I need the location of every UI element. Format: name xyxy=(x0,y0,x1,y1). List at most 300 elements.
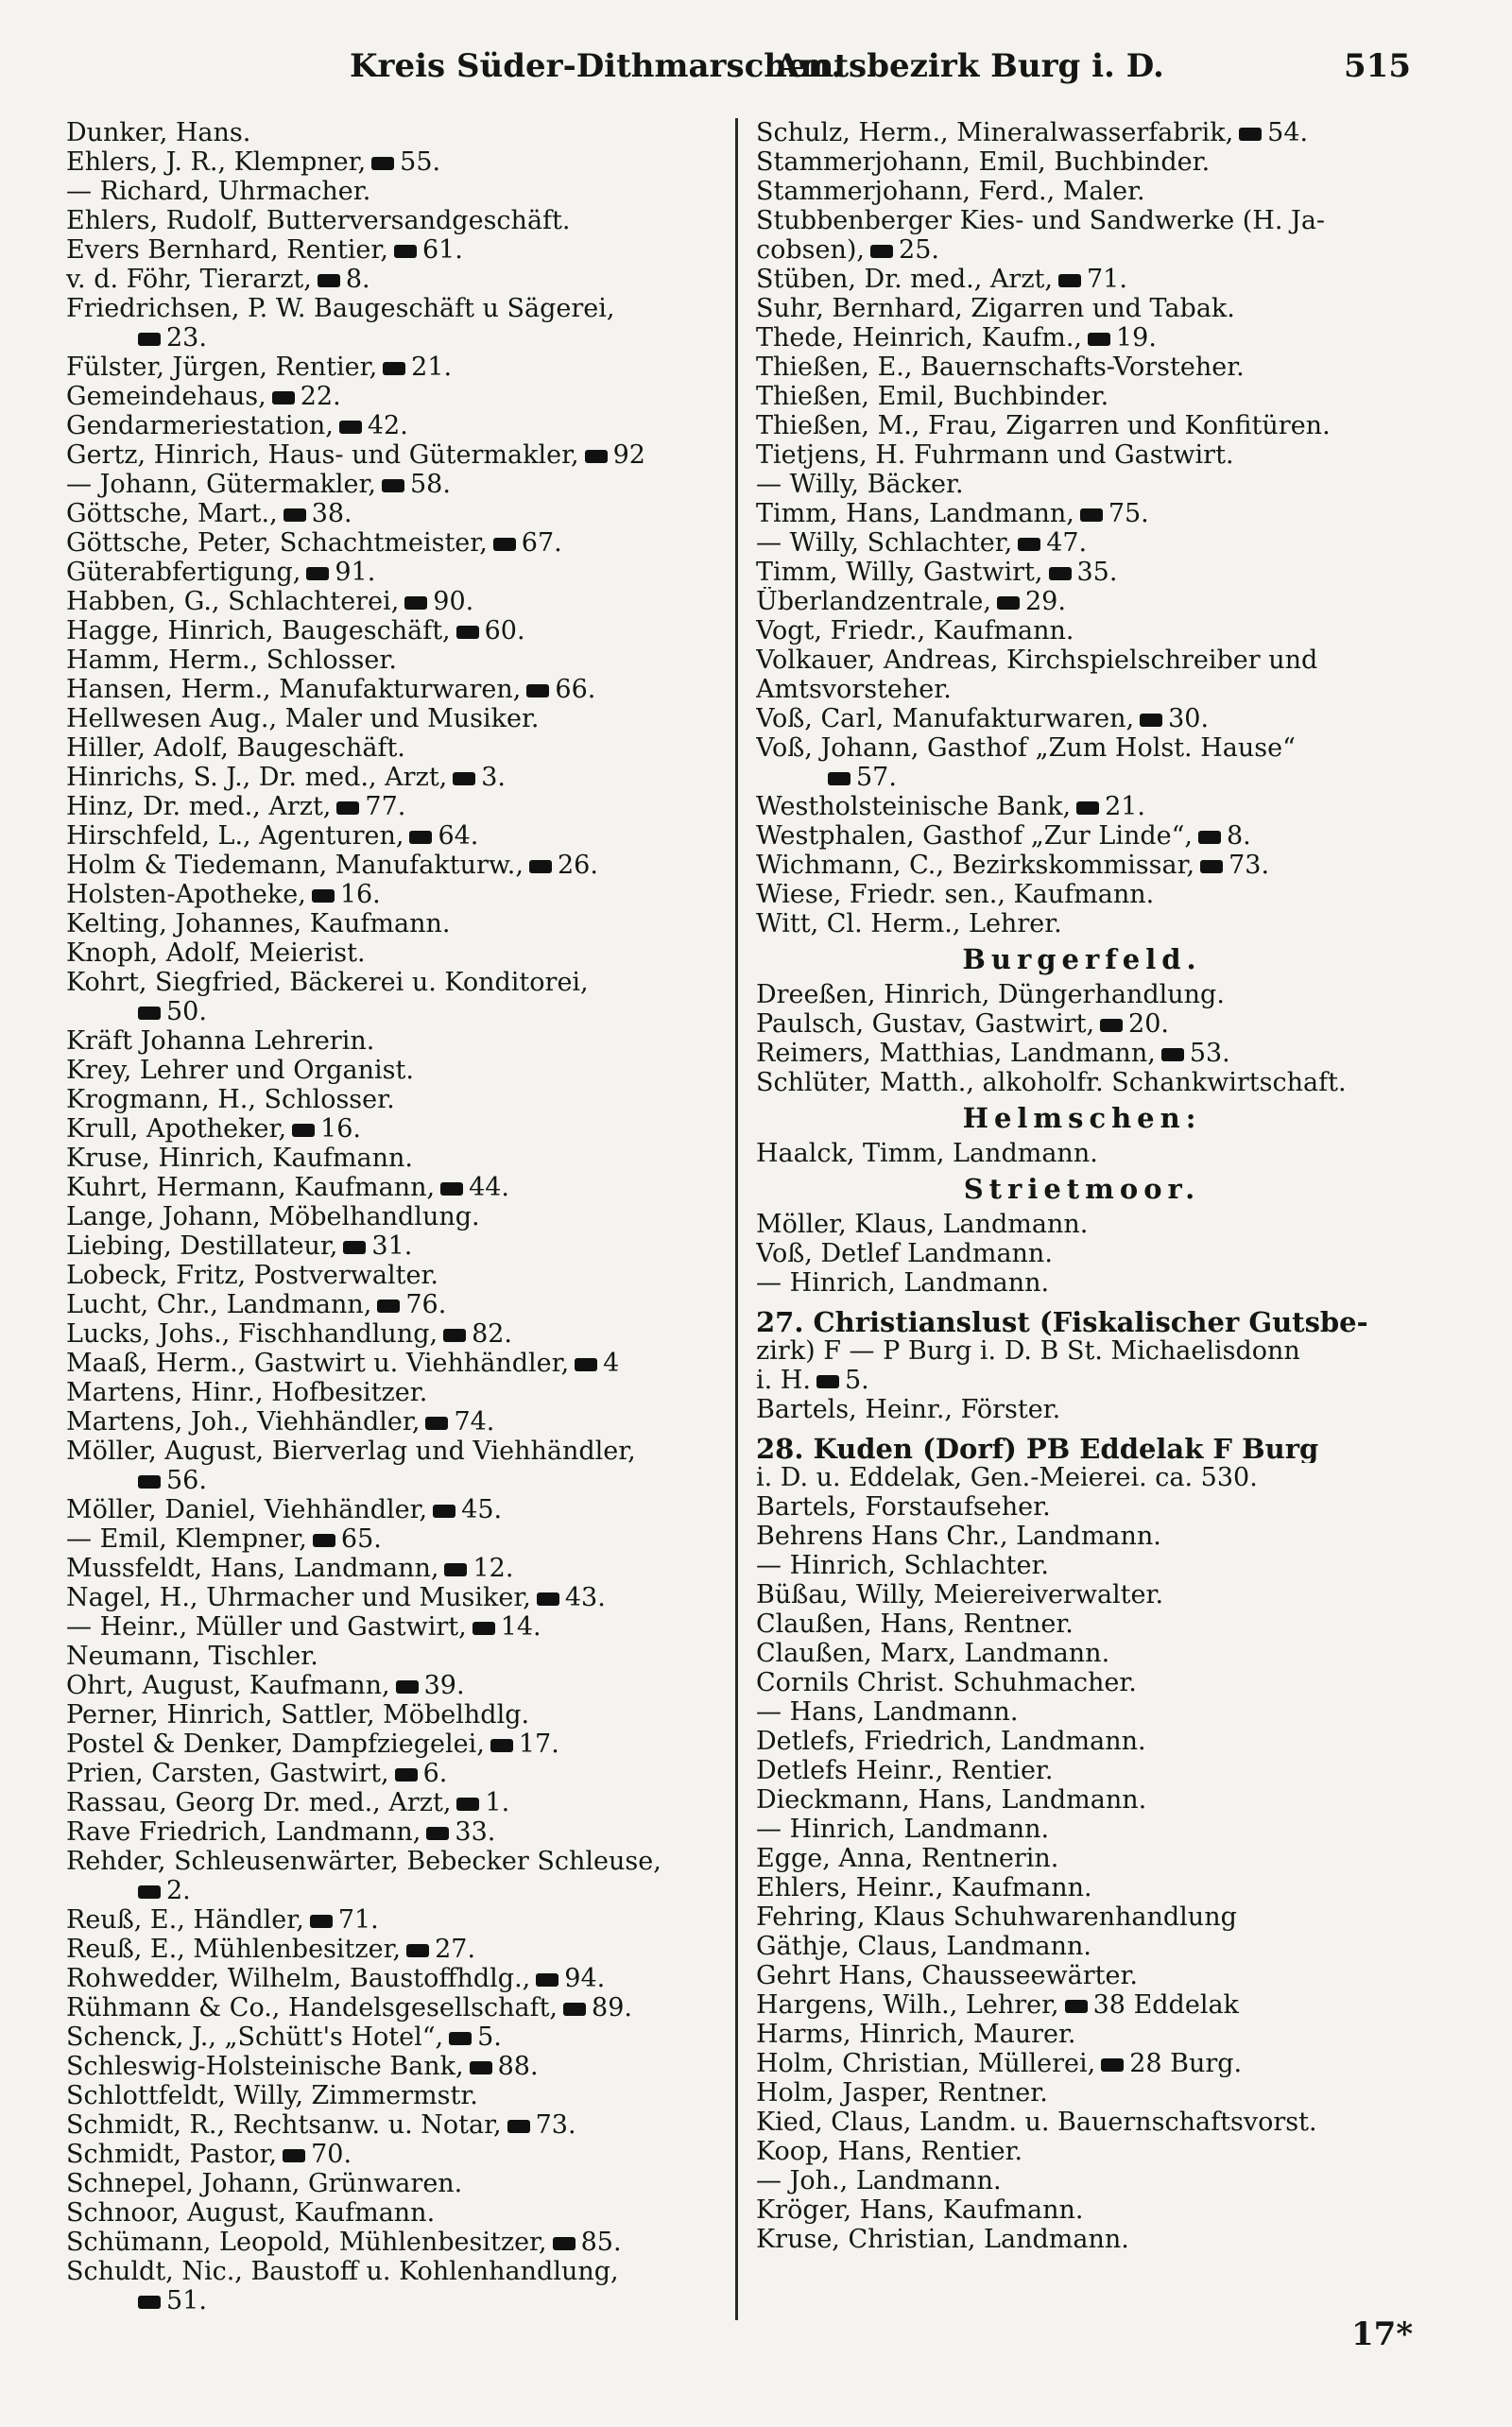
directory-entry xyxy=(756,1961,1408,1990)
phone-number xyxy=(1100,1009,1169,1039)
entry-text: Schümann, Leopold, Mühlenbesitzer, xyxy=(66,2228,547,2257)
entry-text: Büßau, Willy, Meiereiverwalter. xyxy=(756,1580,1164,1609)
entry-text: — Heinr., Müller und Gastwirt, xyxy=(66,1612,467,1642)
entry-text: Krey, Lehrer und Organist. xyxy=(66,1056,414,1085)
directory-entry xyxy=(66,411,732,440)
phone-number xyxy=(507,2110,576,2140)
entry-text: Thießen, Emil, Buchbinder. xyxy=(756,382,1109,411)
entry-text: Mussfeldt, Hans, Landmann, xyxy=(66,1554,439,1583)
phone-number-text: 91. xyxy=(335,558,376,587)
directory-entry xyxy=(66,1144,732,1173)
phone-number xyxy=(553,2228,622,2257)
directory-entry xyxy=(756,147,1408,177)
telephone-icon xyxy=(472,1622,495,1635)
phone-number-text: 56. xyxy=(166,1466,207,1495)
directory-entry xyxy=(66,294,732,323)
telephone-icon xyxy=(440,1182,463,1196)
phone-number-text: 39. xyxy=(423,1671,465,1700)
phone-number xyxy=(394,235,463,265)
entry-text: — Emil, Klempner, xyxy=(66,1524,307,1554)
phone-number xyxy=(449,2022,502,2052)
entry-text: Koop, Hans, Rentier. xyxy=(756,2137,1023,2166)
entry-text: Dieckmann, Hans, Landmann. xyxy=(756,1785,1147,1815)
directory-entry xyxy=(66,880,732,909)
phone-number xyxy=(409,821,478,851)
phone-number xyxy=(444,1554,513,1583)
directory-entry xyxy=(66,1349,732,1378)
section-heading: Strietmoor. xyxy=(963,1173,1201,1205)
directory-entry xyxy=(756,1366,1408,1395)
telephone-icon xyxy=(283,2149,305,2162)
directory-entry xyxy=(756,2137,1408,2166)
phone-number-text: 85. xyxy=(580,2228,622,2257)
directory-entry xyxy=(66,1700,732,1730)
entry-text: Haalck, Timm, Landmann. xyxy=(756,1139,1098,1168)
entry-text: Hiller, Adolf, Baugeschäft. xyxy=(66,733,405,763)
directory-entry xyxy=(66,177,732,206)
phone-number-text: 71. xyxy=(1086,265,1127,294)
phone-number-text: 53. xyxy=(1189,1039,1230,1068)
entry-text: Rehder, Schleusenwärter, Bebecker Schleuse, xyxy=(66,1847,662,1876)
entry-text: Kruse, Christian, Landmann. xyxy=(756,2225,1129,2254)
directory-entry xyxy=(756,2020,1408,2049)
telephone-icon xyxy=(529,860,552,873)
directory-entry xyxy=(66,2052,732,2081)
entry-text: — Johann, Gütermakler, xyxy=(66,470,376,499)
phone-number xyxy=(406,1935,475,1964)
phone-number xyxy=(343,1231,412,1261)
telephone-icon xyxy=(449,2032,472,2045)
directory-entry xyxy=(66,499,732,528)
signature-mark: 17* xyxy=(1351,2315,1414,2353)
phone-number xyxy=(440,1173,509,1202)
directory-entry xyxy=(756,440,1408,470)
directory-entry xyxy=(66,1319,732,1349)
directory-entry xyxy=(66,792,732,821)
entry-text: — Hans, Landmann. xyxy=(756,1697,1019,1727)
entry-text: Habben, G., Schlachterei, xyxy=(66,587,400,616)
phone-number xyxy=(529,851,598,880)
telephone-icon xyxy=(585,450,608,463)
entry-text: Vogt, Friedr., Kaufmann. xyxy=(756,616,1074,645)
entry-text: Voß, Johann, Gasthof „Zum Holst. Hause“ xyxy=(756,733,1296,763)
directory-entry xyxy=(756,851,1408,880)
directory-entry xyxy=(66,1026,732,1056)
entry-text: Kelting, Johannes, Kaufmann. xyxy=(66,909,451,938)
telephone-icon xyxy=(870,245,893,258)
directory-entry xyxy=(66,206,732,235)
directory-entry xyxy=(66,1671,732,1700)
entry-text: Lobeck, Fritz, Postverwalter. xyxy=(66,1261,438,1290)
phone-number xyxy=(526,675,595,704)
directory-entry xyxy=(756,1697,1408,1727)
entry-text: Kruse, Hinrich, Kaufmann. xyxy=(66,1144,413,1173)
directory-entry xyxy=(66,382,732,411)
phone-number xyxy=(426,1817,495,1847)
phone-number-text: 27. xyxy=(435,1935,476,1964)
phone-number-text: 54. xyxy=(1267,118,1309,147)
entry-text: Schulz, Herm., Mineralwasserfabrik, xyxy=(756,118,1234,147)
phone-number-text: 55. xyxy=(400,147,441,177)
telephone-icon xyxy=(292,1124,315,1137)
directory-entry xyxy=(756,587,1408,616)
telephone-icon xyxy=(493,538,516,551)
district-title: Kreis Süder-Dithmarschen. xyxy=(350,47,843,85)
entry-text: Kuhrt, Hermann, Kaufmann, xyxy=(66,1173,436,1202)
directory-entry xyxy=(66,2140,732,2169)
directory-entry xyxy=(66,1173,732,1202)
phone-number-text: 51. xyxy=(166,2286,207,2315)
phone-number xyxy=(339,411,408,440)
directory-entry xyxy=(66,1378,732,1407)
directory-entry xyxy=(756,1522,1408,1551)
directory-entry xyxy=(756,235,1408,265)
entry-text: Neumann, Tischler. xyxy=(66,1642,318,1671)
directory-entry xyxy=(66,1759,732,1788)
directory-entry xyxy=(66,2286,732,2315)
phone-number xyxy=(433,1495,502,1524)
directory-entry xyxy=(66,1202,732,1231)
telephone-icon xyxy=(997,596,1020,610)
directory-entry xyxy=(756,265,1408,294)
directory-entry xyxy=(66,1085,732,1114)
telephone-icon xyxy=(383,362,405,375)
phone-number xyxy=(1200,851,1269,880)
entry-text: Rave Friedrich, Landmann, xyxy=(66,1817,421,1847)
entry-text: Gemeindehaus, xyxy=(66,382,266,411)
phone-number xyxy=(425,1407,494,1437)
directory-entry xyxy=(66,2228,732,2257)
entry-text: Maaß, Herm., Gastwirt u. Viehhändler, xyxy=(66,1349,570,1378)
directory-entry xyxy=(66,1114,732,1144)
entry-text: Kohrt, Siegfried, Bäckerei u. Konditorei, xyxy=(66,968,589,997)
phone-number-text: 6. xyxy=(422,1759,448,1788)
directory-entry xyxy=(756,1902,1408,1932)
entry-text: Reimers, Matthias, Landmann, xyxy=(756,1039,1156,1068)
office-title: Amtsbezirk Burg i. D. xyxy=(775,47,1164,85)
phone-number xyxy=(371,147,440,177)
directory-entry xyxy=(756,2225,1408,2254)
directory-entry xyxy=(66,558,732,587)
entry-text: Amtsvorsteher. xyxy=(756,675,952,704)
entry-text: Westphalen, Gasthof „Zur Linde“, xyxy=(756,821,1193,851)
entry-text: — Willy, Bäcker. xyxy=(756,470,964,499)
entry-text: Rassau, Georg Dr. med., Arzt, xyxy=(66,1788,452,1817)
directory-entry xyxy=(756,1395,1408,1424)
phone-number-text: 33. xyxy=(455,1817,496,1847)
telephone-icon xyxy=(456,626,479,639)
section-heading: Helmschen: xyxy=(962,1102,1202,1134)
directory-entry xyxy=(756,118,1408,147)
phone-number-text: 74. xyxy=(454,1407,495,1437)
telephone-icon xyxy=(343,1241,366,1254)
entry-text: Rohwedder, Wilhelm, Baustoffhdlg., xyxy=(66,1964,531,1993)
entry-text: Schlüter, Matth., alkoholfr. Schankwirtschaft. xyxy=(756,1068,1347,1097)
phone-number-text: 5. xyxy=(477,2022,502,2052)
phone-number-text: 90. xyxy=(433,587,474,616)
entry-text: Lucht, Chr., Landmann, xyxy=(66,1290,372,1319)
phone-number-text: 43. xyxy=(564,1583,606,1612)
entry-text: Holsten-Apotheke, xyxy=(66,880,306,909)
telephone-icon xyxy=(310,1915,333,1928)
phone-number-text: 21. xyxy=(411,353,453,382)
entry-text: i. H. xyxy=(756,1366,811,1395)
entry-text: Bartels, Forstaufseher. xyxy=(756,1492,1051,1522)
entry-text: Rühmann & Co., Handelsgesellschaft, xyxy=(66,1993,558,2022)
directory-entry xyxy=(756,2078,1408,2108)
phone-number-text: 35. xyxy=(1076,558,1118,587)
phone-number-text: 22. xyxy=(300,382,341,411)
telephone-icon xyxy=(396,1680,419,1694)
column-divider xyxy=(735,118,738,2320)
directory-entry xyxy=(66,1437,732,1466)
directory-entry xyxy=(756,2166,1408,2195)
directory-entry xyxy=(756,1990,1408,2020)
telephone-icon xyxy=(406,1944,429,1957)
phone-number-text: 12. xyxy=(472,1554,514,1583)
entry-text: Schenck, J., „Schütt's Hotel“, xyxy=(66,2022,444,2052)
directory-entry xyxy=(66,763,732,792)
directory-entry xyxy=(66,1847,732,1876)
directory-entry xyxy=(66,235,732,265)
phone-number xyxy=(443,1319,512,1349)
entry-text: Gertz, Hinrich, Haus- und Gütermakler, xyxy=(66,440,579,470)
phone-number xyxy=(312,880,381,909)
phone-number-text: 50. xyxy=(166,997,207,1026)
entry-text: Lucks, Johs., Fischhandlung, xyxy=(66,1319,438,1349)
phone-number xyxy=(472,1612,541,1642)
directory-entry xyxy=(66,118,732,147)
telephone-icon xyxy=(138,1475,161,1489)
telephone-icon xyxy=(828,772,850,785)
entry-text: Hirschfeld, L., Agenturen, xyxy=(66,821,404,851)
phone-number xyxy=(284,499,352,528)
directory-entry xyxy=(756,1756,1408,1785)
telephone-icon xyxy=(443,1329,466,1342)
directory-entry xyxy=(756,1639,1408,1668)
phone-number-text: 38 Eddelak xyxy=(1092,1990,1239,2020)
directory-entry xyxy=(66,938,732,968)
phone-number xyxy=(585,440,645,470)
directory-entry xyxy=(756,323,1408,353)
phone-number xyxy=(1239,118,1308,147)
phone-number-text: 38. xyxy=(311,499,352,528)
entry-text: Reuß, E., Mühlenbesitzer, xyxy=(66,1935,402,1964)
phone-number xyxy=(536,1964,605,1993)
entry-text: Westholsteinische Bank, xyxy=(756,792,1072,821)
entry-text: Stüben, Dr. med., Arzt, xyxy=(756,265,1053,294)
entry-text: Voß, Carl, Manufakturwaren, xyxy=(756,704,1135,733)
telephone-icon xyxy=(1101,2058,1124,2072)
directory-entry xyxy=(66,1231,732,1261)
phone-number xyxy=(537,1583,606,1612)
phone-number-text: 5. xyxy=(844,1366,869,1395)
directory-entry xyxy=(756,1336,1408,1366)
directory-entry xyxy=(66,440,732,470)
entry-text: Holm, Christian, Müllerei, xyxy=(756,2049,1096,2078)
phone-number xyxy=(306,558,375,587)
entry-text: Behrens Hans Chr., Landmann. xyxy=(756,1522,1161,1551)
phone-number-text: 20. xyxy=(1128,1009,1169,1039)
telephone-icon xyxy=(138,1885,161,1899)
entry-text: v. d. Föhr, Tierarzt, xyxy=(66,265,312,294)
directory-entry xyxy=(66,704,732,733)
directory-entry xyxy=(66,909,732,938)
entry-text: — Hinrich, Landmann. xyxy=(756,1268,1050,1298)
entry-text: Nagel, H., Uhrmacher und Musiker, xyxy=(66,1583,531,1612)
entry-text: Hellwesen Aug., Maler und Musiker. xyxy=(66,704,540,733)
phone-number xyxy=(272,382,341,411)
telephone-icon xyxy=(284,508,306,522)
phone-number xyxy=(816,1366,869,1395)
directory-entry xyxy=(756,704,1408,733)
entry-text: Hinrichs, S. J., Dr. med., Arzt, xyxy=(66,763,448,792)
entry-text: Prien, Carsten, Gastwirt, xyxy=(66,1759,389,1788)
phone-number-text: 26. xyxy=(557,851,598,880)
directory-entry xyxy=(66,1554,732,1583)
directory-entry xyxy=(66,616,732,645)
phone-number xyxy=(318,265,370,294)
phone-number xyxy=(395,1759,448,1788)
directory-entry xyxy=(756,1932,1408,1961)
phone-number-text: 92 xyxy=(612,440,645,470)
entry-text: Schmidt, R., Rechtsanw. u. Notar, xyxy=(66,2110,502,2140)
directory-entry xyxy=(66,1583,732,1612)
directory-entry xyxy=(66,997,732,1026)
phone-number xyxy=(1080,499,1149,528)
phone-number-text: 2. xyxy=(166,1876,191,1905)
entry-text: Schnoor, August, Kaufmann. xyxy=(66,2198,436,2228)
directory-entry xyxy=(756,1727,1408,1756)
directory-entry xyxy=(756,909,1408,938)
entry-text: Claußen, Marx, Landmann. xyxy=(756,1639,1110,1668)
directory-entry xyxy=(756,616,1408,645)
telephone-icon xyxy=(537,1592,559,1606)
telephone-icon xyxy=(318,274,340,287)
phone-number-text: 88. xyxy=(497,2052,539,2081)
directory-entry xyxy=(66,2257,732,2286)
phone-number-text: 44. xyxy=(469,1173,510,1202)
telephone-icon xyxy=(409,831,432,844)
phone-number xyxy=(1198,821,1251,851)
telephone-icon xyxy=(339,421,362,434)
entry-text: Schuldt, Nic., Baustoff u. Kohlenhandlung, xyxy=(66,2257,619,2286)
directory-entry xyxy=(756,353,1408,382)
telephone-icon xyxy=(272,391,295,404)
phone-number-text: 94. xyxy=(564,1964,606,1993)
directory-entry xyxy=(66,1876,732,1905)
phone-number-text: 47. xyxy=(1046,528,1088,558)
telephone-icon xyxy=(433,1505,455,1518)
telephone-icon xyxy=(1239,128,1262,141)
entry-text: Egge, Anna, Rentnerin. xyxy=(756,1844,1059,1873)
telephone-icon xyxy=(444,1563,467,1576)
phone-number xyxy=(1140,704,1209,733)
phone-number xyxy=(1076,792,1145,821)
entry-text: Ehlers, J. R., Klempner, xyxy=(66,147,367,177)
directory-entry xyxy=(66,1407,732,1437)
directory-entry xyxy=(66,2022,732,2052)
telephone-icon xyxy=(1200,860,1223,873)
entry-text: Suhr, Bernhard, Zigarren und Tabak. xyxy=(756,294,1235,323)
directory-entry xyxy=(66,1730,732,1759)
phone-number-text: 23. xyxy=(166,323,207,353)
phone-number xyxy=(138,1466,207,1495)
directory-entry xyxy=(756,1139,1408,1168)
telephone-icon xyxy=(1088,333,1110,346)
directory-entry xyxy=(66,645,732,675)
entry-text: — Joh., Landmann. xyxy=(756,2166,1002,2195)
entry-text: Gäthje, Claus, Landmann. xyxy=(756,1932,1091,1961)
entry-text: Postel & Denker, Dampfziegelei, xyxy=(66,1730,485,1759)
directory-entry xyxy=(66,1935,732,1964)
telephone-icon xyxy=(1161,1048,1184,1061)
directory-entry xyxy=(756,792,1408,821)
phone-number xyxy=(283,2140,352,2169)
phone-number-text: 17. xyxy=(518,1730,559,1759)
directory-entry xyxy=(756,2108,1408,2137)
entry-text: Timm, Hans, Landmann, xyxy=(756,499,1074,528)
telephone-icon xyxy=(394,245,417,258)
phone-number xyxy=(1058,265,1127,294)
phone-number-text: 14. xyxy=(500,1612,541,1642)
directory-entry xyxy=(756,645,1408,675)
directory-entry xyxy=(756,1785,1408,1815)
directory-entry xyxy=(756,528,1408,558)
directory-entry xyxy=(66,1290,732,1319)
locality-heading xyxy=(756,1434,1408,1463)
directory-entry xyxy=(66,821,732,851)
telephone-icon xyxy=(1018,538,1040,551)
phone-number-text: 67. xyxy=(521,528,562,558)
phone-number-text: 21. xyxy=(1105,792,1146,821)
directory-entry xyxy=(66,968,732,997)
directory-entry xyxy=(756,1039,1408,1068)
directory-entry xyxy=(66,1056,732,1085)
entry-text: Tietjens, H. Fuhrmann und Gastwirt. xyxy=(756,440,1234,470)
entry-text: Holm, Jasper, Rentner. xyxy=(756,2078,1048,2108)
directory-entry xyxy=(756,1668,1408,1697)
directory-entry xyxy=(756,1210,1408,1239)
directory-entry xyxy=(756,177,1408,206)
entry-text: — Willy, Schlachter, xyxy=(756,528,1013,558)
directory-entry xyxy=(756,470,1408,499)
phone-number-text: 45. xyxy=(461,1495,503,1524)
directory-entry xyxy=(756,1268,1408,1298)
phone-number xyxy=(1018,528,1087,558)
entry-text: Knoph, Adolf, Meierist. xyxy=(66,938,366,968)
phone-number-text: 4 xyxy=(603,1349,620,1378)
telephone-icon xyxy=(395,1768,418,1782)
phone-number-text: 30. xyxy=(1168,704,1210,733)
telephone-icon xyxy=(426,1827,449,1840)
directory-entry xyxy=(66,353,732,382)
phone-number xyxy=(1049,558,1118,587)
phone-number-text: 1. xyxy=(485,1788,510,1817)
phone-number xyxy=(404,587,473,616)
directory-entry xyxy=(756,1492,1408,1522)
entry-text: — Richard, Uhrmacher. xyxy=(66,177,371,206)
directory-entry xyxy=(66,2198,732,2228)
directory-entry xyxy=(756,1009,1408,1039)
entry-text: Möller, Klaus, Landmann. xyxy=(756,1210,1089,1239)
entry-text: Güterabfertigung, xyxy=(66,558,301,587)
directory-entry xyxy=(756,821,1408,851)
phone-number-text: 31. xyxy=(371,1231,413,1261)
entry-text: Möller, Daniel, Viehhändler, xyxy=(66,1495,428,1524)
directory-entry xyxy=(756,1551,1408,1580)
entry-text: Hansen, Herm., Manufakturwaren, xyxy=(66,675,522,704)
